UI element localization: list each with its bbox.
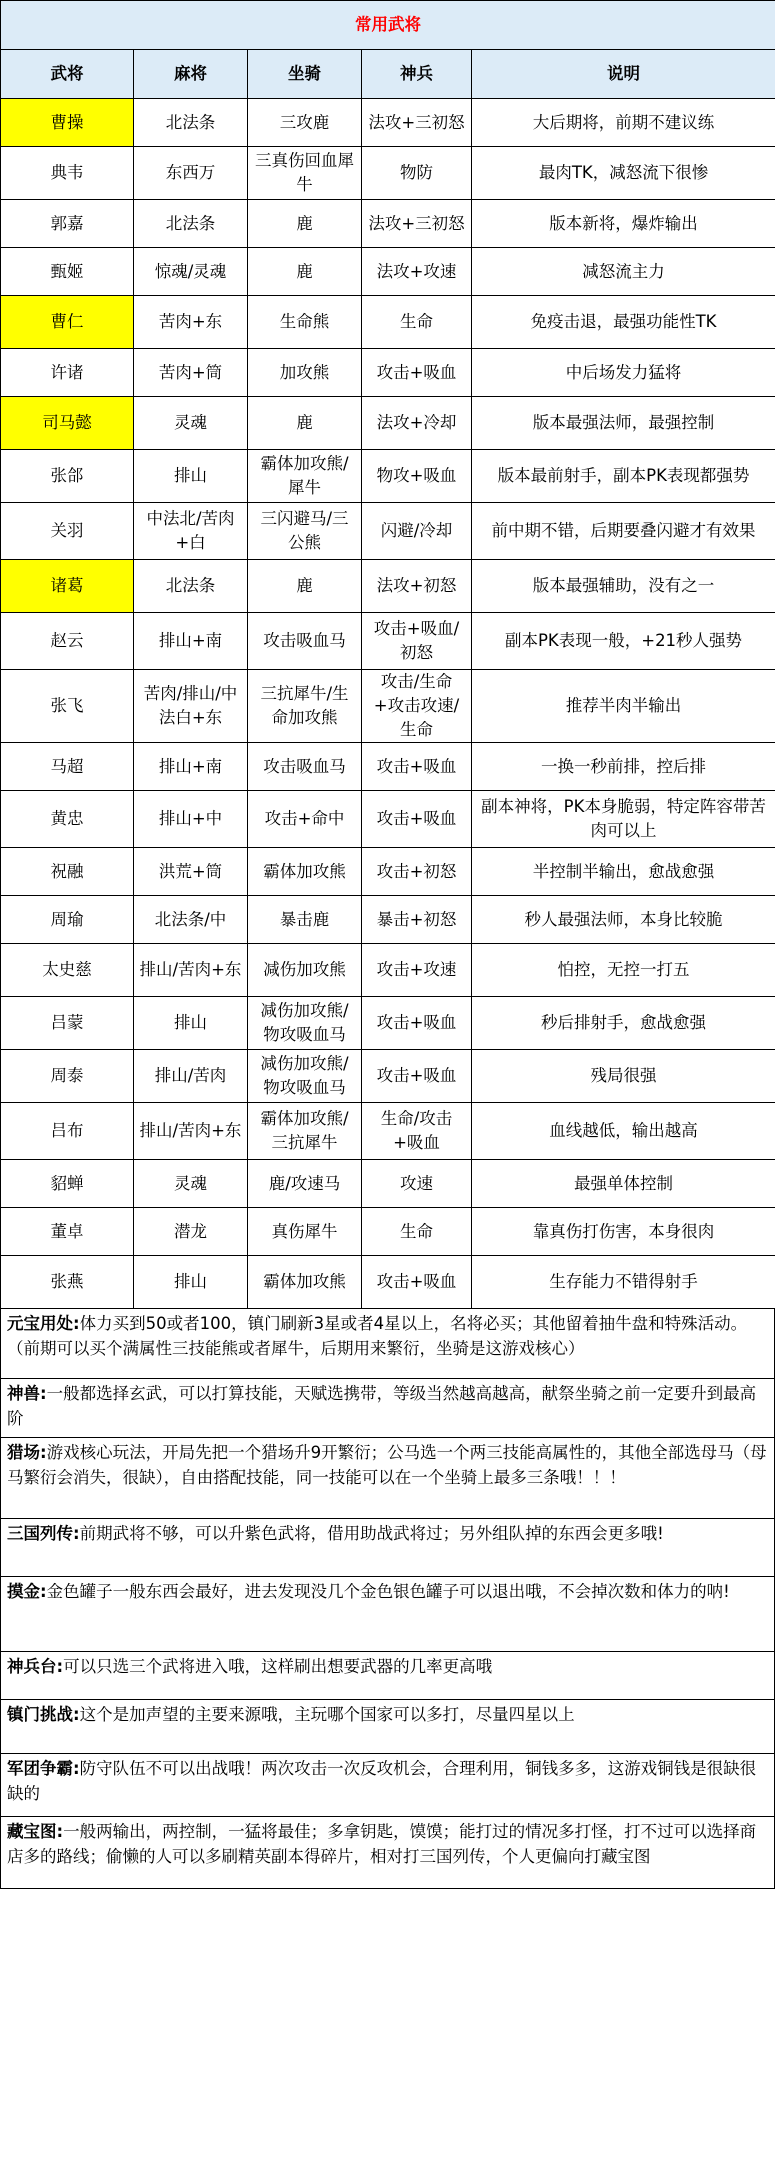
note-text: 这个是加声望的主要来源哦，主玩哪个国家可以多打，尽量四星以上	[79, 1705, 575, 1724]
table-row	[1, 560, 775, 613]
table-row	[1, 147, 775, 200]
cell-weapon: 攻击+吸血	[362, 1256, 472, 1309]
note-item	[1, 1577, 774, 1652]
table-title: 常用武将	[1, 1, 775, 50]
cell-description: 版本最强法师，最强控制	[472, 397, 775, 450]
cell-mahjong: 排山+中	[134, 791, 248, 848]
cell-general-name: 祝融	[1, 848, 134, 896]
cell-mahjong: 排山+南	[134, 743, 248, 791]
cell-weapon: 攻击+初怒	[362, 848, 472, 896]
header-weapon: 神兵	[362, 50, 472, 99]
cell-mount: 霸体加攻熊	[248, 848, 362, 896]
table-row	[1, 791, 775, 848]
note-label: 神兽:	[7, 1384, 47, 1403]
note-label: 镇门挑战:	[7, 1705, 80, 1724]
cell-description: 版本最强辅助，没有之一	[472, 560, 775, 613]
cell-description: 副本PK表现一般，+21秒人强势	[472, 613, 775, 670]
cell-weapon: 攻击/生命+攻击攻速/生命	[362, 670, 472, 743]
cell-description: 副本神将，PK本身脆弱，特定阵容带苦肉可以上	[472, 791, 775, 848]
note-label: 猎场:	[7, 1443, 47, 1462]
cell-general-name: 关羽	[1, 503, 134, 560]
cell-description: 怕控，无控一打五	[472, 944, 775, 997]
header-mount: 坐骑	[248, 50, 362, 99]
note-item	[1, 1379, 774, 1438]
cell-mahjong: 北法条	[134, 99, 248, 147]
note-label: 神兵台:	[7, 1657, 64, 1676]
cell-mahjong: 惊魂/灵魂	[134, 248, 248, 296]
cell-general-name: 貂蝉	[1, 1160, 134, 1208]
table-row	[1, 848, 775, 896]
table-row	[1, 1160, 775, 1208]
note-item	[1, 1519, 774, 1577]
cell-description: 版本最前射手，副本PK表现都强势	[472, 450, 775, 503]
cell-description: 一换一秒前排，控后排	[472, 743, 775, 791]
cell-mahjong: 灵魂	[134, 1160, 248, 1208]
cell-description: 靠真伤打伤害，本身很肉	[472, 1208, 775, 1256]
note-item	[1, 1700, 774, 1754]
table-row	[1, 1208, 775, 1256]
header-row	[1, 50, 775, 99]
note-label: 军团争霸:	[7, 1759, 80, 1778]
table-row	[1, 613, 775, 670]
cell-mount: 暴击鹿	[248, 896, 362, 944]
cell-weapon: 生命	[362, 1208, 472, 1256]
header-description: 说明	[472, 50, 775, 99]
cell-mount: 加攻熊	[248, 349, 362, 397]
cell-general-name: 甄姬	[1, 248, 134, 296]
table-row	[1, 944, 775, 997]
cell-mahjong: 苦肉+筒	[134, 349, 248, 397]
cell-mount: 鹿/攻速马	[248, 1160, 362, 1208]
cell-general-name: 曹操	[1, 99, 134, 147]
cell-description: 大后期将，前期不建议练	[472, 99, 775, 147]
cell-mount: 霸体加攻熊/三抗犀牛	[248, 1103, 362, 1160]
table-row	[1, 349, 775, 397]
note-item	[1, 1817, 774, 1889]
cell-weapon: 攻击+吸血	[362, 791, 472, 848]
cell-description: 秒人最强法师，本身比较脆	[472, 896, 775, 944]
cell-mahjong: 北法条	[134, 200, 248, 248]
cell-mahjong: 北法条	[134, 560, 248, 613]
cell-general-name: 张郃	[1, 450, 134, 503]
table-row	[1, 743, 775, 791]
cell-mahjong: 排山/苦肉+东	[134, 944, 248, 997]
cell-description: 秒后排射手，愈战愈强	[472, 997, 775, 1050]
cell-mahjong: 洪荒+筒	[134, 848, 248, 896]
cell-mount: 三攻鹿	[248, 99, 362, 147]
cell-description: 推荐半肉半输出	[472, 670, 775, 743]
cell-mount: 三抗犀牛/生命加攻熊	[248, 670, 362, 743]
cell-weapon: 法攻+三初怒	[362, 200, 472, 248]
cell-general-name: 诸葛	[1, 560, 134, 613]
cell-weapon: 攻击+吸血	[362, 997, 472, 1050]
cell-description: 减怒流主力	[472, 248, 775, 296]
note-item	[1, 1754, 774, 1817]
table-row	[1, 450, 775, 503]
cell-weapon: 攻击+吸血	[362, 743, 472, 791]
table-row	[1, 670, 775, 743]
cell-weapon: 暴击+初怒	[362, 896, 472, 944]
cell-mount: 攻击吸血马	[248, 743, 362, 791]
cell-weapon: 攻击+吸血	[362, 349, 472, 397]
cell-description: 生存能力不错得射手	[472, 1256, 775, 1309]
cell-general-name: 郭嘉	[1, 200, 134, 248]
cell-general-name: 典韦	[1, 147, 134, 200]
cell-general-name: 周泰	[1, 1050, 134, 1103]
cell-weapon: 法攻+冷却	[362, 397, 472, 450]
cell-mahjong: 排山	[134, 450, 248, 503]
note-label: 藏宝图:	[7, 1822, 64, 1841]
cell-mahjong: 排山+南	[134, 613, 248, 670]
cell-description: 残局很强	[472, 1050, 775, 1103]
cell-description: 免疫击退，最强功能性TK	[472, 296, 775, 349]
table-row	[1, 1256, 775, 1309]
cell-mount: 真伤犀牛	[248, 1208, 362, 1256]
cell-description: 半控制半输出，愈战愈强	[472, 848, 775, 896]
cell-mahjong: 排山	[134, 997, 248, 1050]
table-row	[1, 1103, 775, 1160]
cell-general-name: 张燕	[1, 1256, 134, 1309]
cell-weapon: 攻击+吸血	[362, 1050, 472, 1103]
cell-description: 最强单体控制	[472, 1160, 775, 1208]
table-row	[1, 1050, 775, 1103]
cell-general-name: 黄忠	[1, 791, 134, 848]
table-row	[1, 896, 775, 944]
cell-mount: 减伤加攻熊/物攻吸血马	[248, 1050, 362, 1103]
cell-mahjong: 潜龙	[134, 1208, 248, 1256]
cell-weapon: 攻速	[362, 1160, 472, 1208]
cell-mahjong: 中法北/苦肉+白	[134, 503, 248, 560]
cell-weapon: 物攻+吸血	[362, 450, 472, 503]
cell-general-name: 吕布	[1, 1103, 134, 1160]
note-label: 元宝用处:	[7, 1314, 80, 1333]
cell-mahjong: 排山/苦肉+东	[134, 1103, 248, 1160]
table-row	[1, 296, 775, 349]
cell-weapon: 法攻+三初怒	[362, 99, 472, 147]
cell-mount: 减伤加攻熊	[248, 944, 362, 997]
cell-mount: 三真伤回血犀牛	[248, 147, 362, 200]
cell-mahjong: 排山	[134, 1256, 248, 1309]
cell-general-name: 曹仁	[1, 296, 134, 349]
note-label: 摸金:	[7, 1582, 47, 1601]
table-row	[1, 200, 775, 248]
cell-general-name: 吕蒙	[1, 997, 134, 1050]
note-text: 可以只选三个武将进入哦，这样刷出想要武器的几率更高哦	[63, 1657, 493, 1676]
note-item	[1, 1438, 774, 1519]
note-item	[1, 1652, 774, 1700]
cell-mount: 霸体加攻熊	[248, 1256, 362, 1309]
cell-weapon: 法攻+初怒	[362, 560, 472, 613]
cell-mount: 攻击吸血马	[248, 613, 362, 670]
cell-mount: 霸体加攻熊/犀牛	[248, 450, 362, 503]
cell-mahjong: 北法条/中	[134, 896, 248, 944]
cell-weapon: 闪避/冷却	[362, 503, 472, 560]
cell-mahjong: 苦肉/排山/中法白+东	[134, 670, 248, 743]
note-text: 游戏核心玩法，开局先把一个猎场升9开繁衍；公马选一个两三技能高属性的，其他全部选母马（母马繁衍会消失，很缺），自由搭配技能，同一技能可以在一个坐骑上最多三条哦！！！	[7, 1443, 767, 1487]
note-text: 一般两输出，两控制，一猛将最佳；多拿钥匙，馍馍；能打过的情况多打怪，打不过可以选择商店多的路线；偷懒的人可以多刷精英副本得碎片，相对打三国列传，个人更偏向打藏宝图	[7, 1822, 757, 1866]
cell-weapon: 生命	[362, 296, 472, 349]
cell-mount: 攻击+命中	[248, 791, 362, 848]
cell-mount: 减伤加攻熊/物攻吸血马	[248, 997, 362, 1050]
cell-weapon: 物防	[362, 147, 472, 200]
note-text: 一般都选择玄武，可以打算技能，天赋选携带，等级当然越高越高，献祭坐骑之前一定要升到最高阶	[7, 1384, 757, 1428]
cell-general-name: 马超	[1, 743, 134, 791]
cell-weapon: 攻击+攻速	[362, 944, 472, 997]
cell-general-name: 赵云	[1, 613, 134, 670]
header-general: 武将	[1, 50, 134, 99]
note-text: 前期武将不够，可以升紫色武将，借用助战武将过；另外组队掉的东西会更多哦!	[79, 1524, 664, 1543]
cell-general-name: 许诸	[1, 349, 134, 397]
cell-description: 最肉TK，减怒流下很惨	[472, 147, 775, 200]
cell-mount: 鹿	[248, 248, 362, 296]
cell-mahjong: 东西万	[134, 147, 248, 200]
cell-description: 中后场发力猛将	[472, 349, 775, 397]
table-row	[1, 397, 775, 450]
note-text: 防守队伍不可以出战哦！两次攻击一次反攻机会，合理利用，铜钱多多，这游戏铜钱是很缺很缺的	[7, 1759, 757, 1803]
cell-general-name: 张飞	[1, 670, 134, 743]
cell-mahjong: 灵魂	[134, 397, 248, 450]
header-mahjong: 麻将	[134, 50, 248, 99]
cell-general-name: 司马懿	[1, 397, 134, 450]
cell-weapon: 生命/攻击+吸血	[362, 1103, 472, 1160]
table-row	[1, 997, 775, 1050]
cell-general-name: 周瑜	[1, 896, 134, 944]
note-item	[1, 1309, 774, 1379]
cell-mount: 鹿	[248, 560, 362, 613]
table-row	[1, 503, 775, 560]
cell-mount: 鹿	[248, 397, 362, 450]
cell-weapon: 攻击+吸血/初怒	[362, 613, 472, 670]
cell-description: 版本新将，爆炸输出	[472, 200, 775, 248]
table-row	[1, 248, 775, 296]
cell-general-name: 太史慈	[1, 944, 134, 997]
note-text: 金色罐子一般东西会最好，进去发现没几个金色银色罐子可以退出哦，不会掉次数和体力的呐!	[46, 1582, 730, 1601]
cell-mount: 三闪避马/三公熊	[248, 503, 362, 560]
cell-mount: 生命熊	[248, 296, 362, 349]
cell-description: 血线越低，输出越高	[472, 1103, 775, 1160]
cell-general-name: 董卓	[1, 1208, 134, 1256]
cell-mount: 鹿	[248, 200, 362, 248]
note-text: 体力买到50或者100，镇门刷新3星或者4星以上，名将必买；其他留着抽牛盘和特殊活动。（前期可以买个满属性三技能熊或者犀牛，后期用来繁衍，坐骑是这游戏核心）	[7, 1314, 748, 1358]
cell-weapon: 法攻+攻速	[362, 248, 472, 296]
table-row	[1, 99, 775, 147]
notes-section	[0, 1309, 775, 1889]
cell-mahjong: 苦肉+东	[134, 296, 248, 349]
note-label: 三国列传:	[7, 1524, 80, 1543]
cell-mahjong: 排山/苦肉	[134, 1050, 248, 1103]
cell-description: 前中期不错，后期要叠闪避才有效果	[472, 503, 775, 560]
